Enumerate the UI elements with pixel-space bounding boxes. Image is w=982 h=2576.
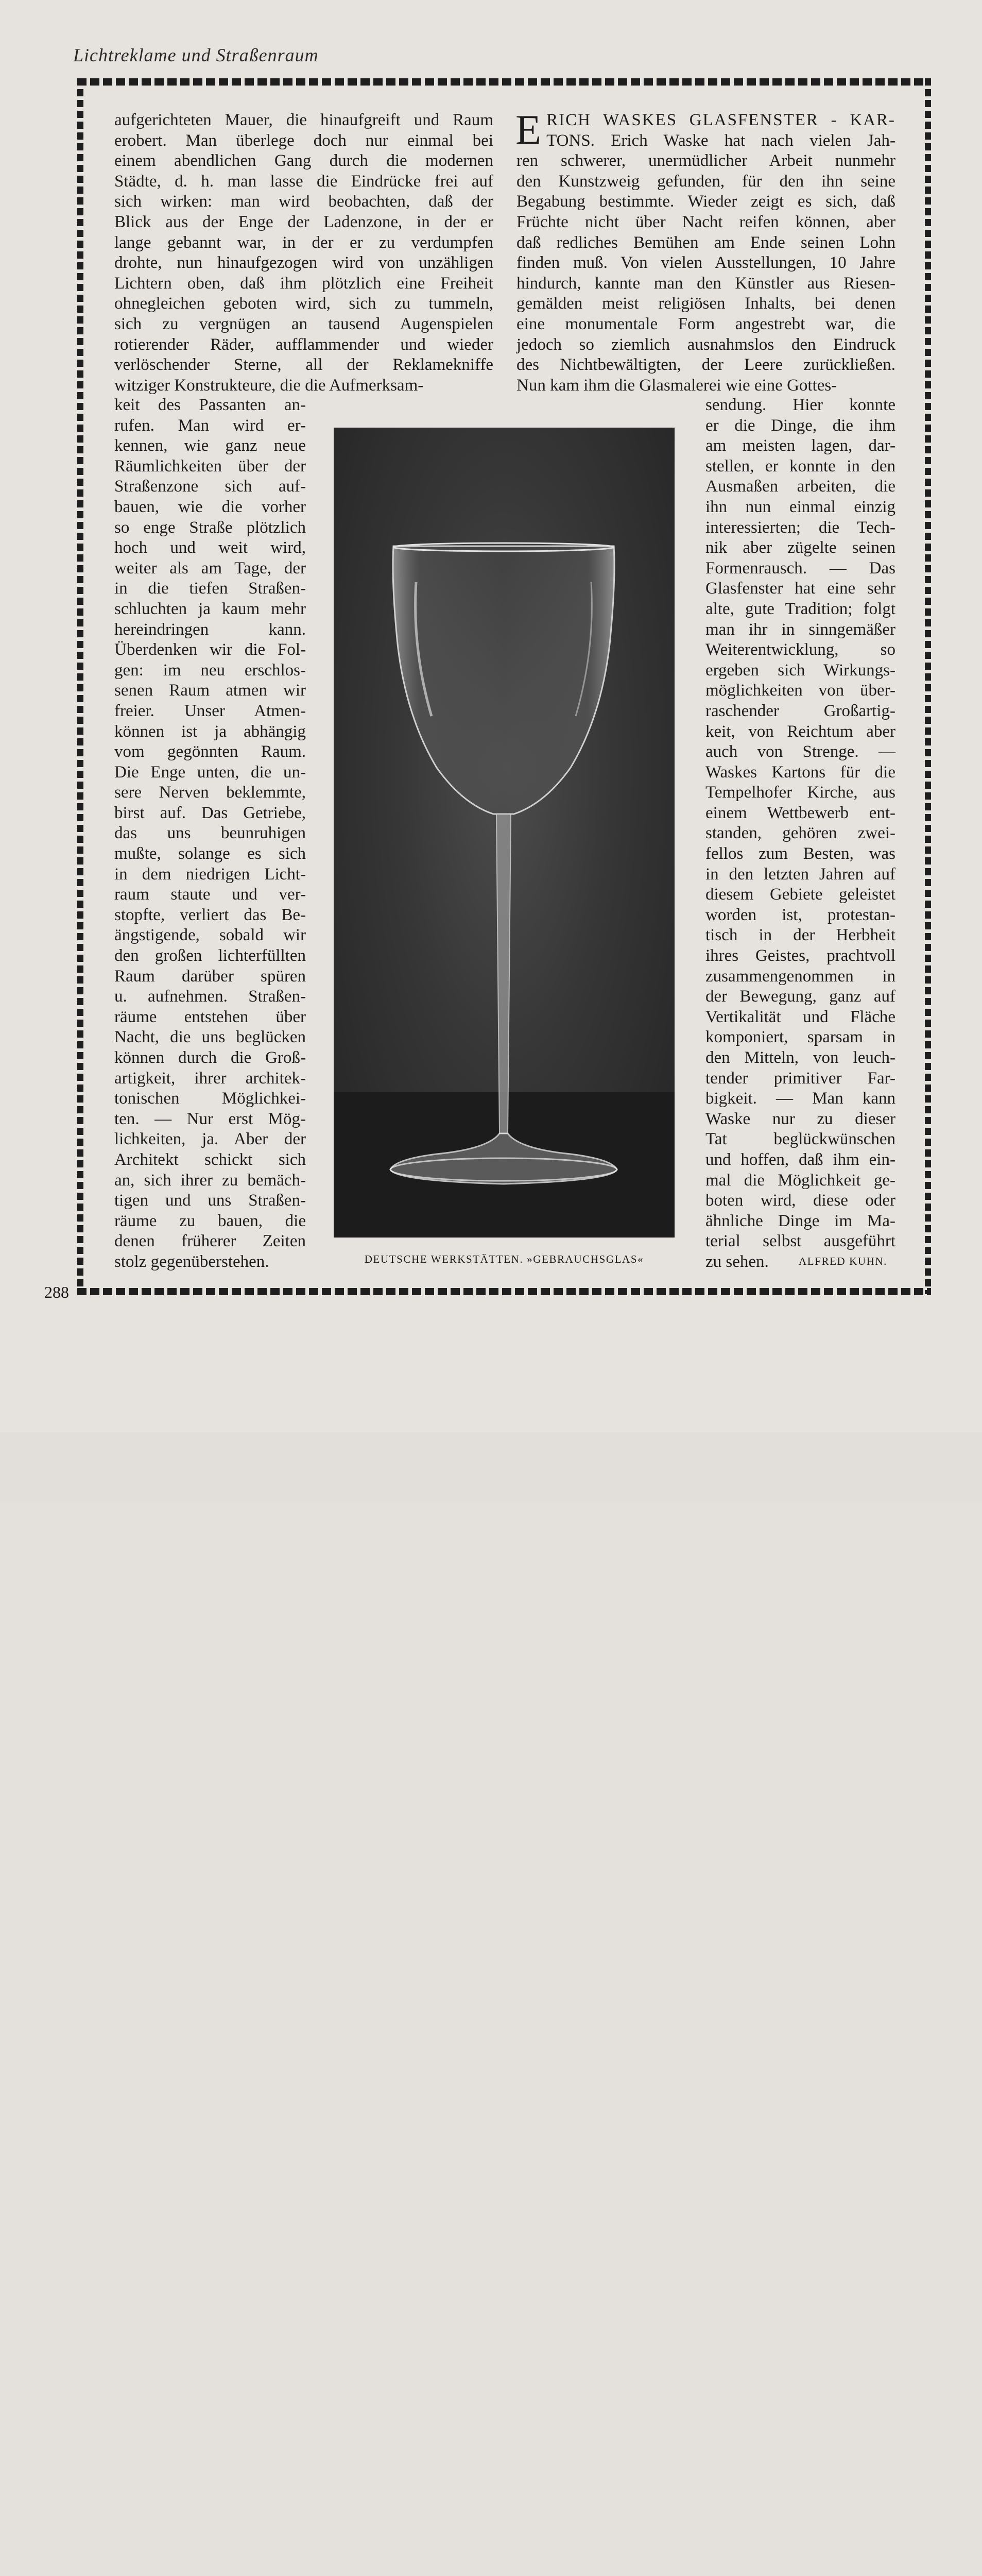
text-line: stolz gegenüberstehen. <box>114 1252 269 1271</box>
border-left <box>77 78 83 1294</box>
text-line: worden ist, protestan- <box>705 905 895 924</box>
text-line: ren schwerer, unermüdlicher Arbeit nunmehr <box>516 151 895 171</box>
text-line: Lichtern oben, daß ihm plötzlich eine Freiheit <box>114 274 493 293</box>
text-line: einem abendlichen Gang durch die modernen <box>114 151 493 171</box>
text-line: tigen und uns Straßen- <box>114 1191 306 1210</box>
text-line: Waske nur zu dieser <box>705 1109 895 1128</box>
text-line: ohnegleichen geboten wird, sich zu tummeln, <box>114 294 493 313</box>
border-bottom <box>77 1288 931 1295</box>
text-line: sich wirken: man wird beobachten, daß der <box>114 192 493 211</box>
text-line: das uns beunruhigen <box>114 824 306 843</box>
text-line: senen Raum atmen wir <box>114 681 306 700</box>
text-line: freier. Unser Atmen- <box>114 701 306 720</box>
text-line: hoch und weit wird, <box>114 538 306 557</box>
text-line: und hoffen, daß ihm ein- <box>705 1150 895 1169</box>
text-line: aufgerichteten Mauer, die hinaufgreift und Raum <box>114 111 493 129</box>
right-column-top <box>515 106 895 396</box>
text-line: der Bewegung, ganz auf <box>705 987 895 1006</box>
text-line: jedoch so ziemlich ausnahmslos den Eindruck <box>516 335 895 354</box>
text-line: tonischen Möglichkei- <box>114 1089 306 1108</box>
text-line: lichkeiten, ja. Aber der <box>114 1130 306 1149</box>
text-line: Glasfenster hat eine sehr <box>705 579 895 598</box>
author-signature: ALFRED KUHN. <box>799 1255 888 1267</box>
text-line: Architekt schickt sich <box>114 1150 306 1169</box>
text-line: des Nichtbewältigten, der Leere zurückließen. <box>516 355 895 375</box>
right-column-narrow <box>705 395 895 1273</box>
running-head: Lichtreklame und Straßenraum <box>73 45 319 65</box>
text-line: Raum darüber spüren <box>114 967 306 986</box>
glass-photograph <box>334 428 675 1238</box>
text-line: finden muß. Von vielen Ausstellungen, 10 Jahre <box>516 253 895 273</box>
left-column-top <box>114 110 493 396</box>
article-heading: RICH WASKES GLASFENSTER - KAR- <box>546 111 895 129</box>
text-line: komponiert, sparsam in <box>705 1028 895 1047</box>
text-line: auch von Strenge. — <box>705 742 895 761</box>
border-right <box>925 78 931 1294</box>
photo-caption: DEUTSCHE WERKSTÄTTEN. »GEBRAUCHSGLAS« <box>364 1253 644 1265</box>
text-line: hereindringen kann. <box>114 620 306 639</box>
left-column-narrow <box>114 395 306 1273</box>
border-top <box>77 78 931 86</box>
text-line: schluchten ja kaum mehr <box>114 599 306 618</box>
text-line: u. aufnehmen. Straßen- <box>114 987 306 1006</box>
text-line: ten. — Nur erst Mög- <box>114 1109 306 1128</box>
text-line: Nun kam ihm die Glasmalerei wie eine Gottes- <box>516 376 837 395</box>
text-line: drohte, nun hinaufgezogen wird von unzähligen <box>114 253 493 273</box>
text-line: räume zu bauen, die <box>114 1211 306 1230</box>
text-line: Vertikalität und Fläche <box>705 1007 895 1026</box>
text-line: vom gegönnten Raum. <box>114 742 306 761</box>
text-line: tisch in der Herbheit <box>705 926 895 945</box>
text-line: den großen lichterfüllten <box>114 946 306 965</box>
text-line: raum staute und ver- <box>114 885 306 904</box>
text-line: rotierender Räder, aufflammender und wieder <box>114 335 493 354</box>
text-line: so enge Straße plötzlich <box>114 518 306 537</box>
text-line: gen: im neu erschlos- <box>114 660 306 680</box>
text-line: mußte, solange es sich <box>114 844 306 863</box>
text-line: ängstigende, sobald wir <box>114 926 306 945</box>
text-line: Räumlichkeiten über der <box>114 456 306 476</box>
text-line: den Mitteln, von leuch- <box>705 1048 895 1067</box>
text-line: raschender Großartig- <box>705 701 895 720</box>
text-line: ergeben sich Wirkungs- <box>705 660 895 680</box>
text-line: keit, von Reichtum aber <box>705 722 895 741</box>
text-line: Ausmaßen arbeiten, die <box>705 477 895 496</box>
text-line: interessierten; die Tech- <box>705 518 895 537</box>
text-line: stellen, er konnte in den <box>705 456 895 476</box>
text-line: Nacht, die uns beglücken <box>114 1028 306 1047</box>
text-line: TONS. Erich Waske hat nach vielen Jah- <box>546 131 895 150</box>
text-line: zusammengenommen in <box>705 967 895 986</box>
text-line: ihres Geistes, prachtvoll <box>705 946 895 965</box>
text-line: boten wird, diese oder <box>705 1191 895 1210</box>
text-line: lange gebannt war, in der er zu verdumpfen <box>114 233 493 252</box>
text-line: tender primitiver Far- <box>705 1069 895 1088</box>
text-line: kennen, wie ganz neue <box>114 436 306 455</box>
text-line: Früchte nicht über Nacht reifen können, aber <box>516 212 895 231</box>
digitization-footer <box>0 1432 982 1502</box>
text-line: hindurch, kannte man den Künstler aus Riesen- <box>516 274 895 293</box>
page-number: 288 <box>44 1283 69 1301</box>
text-line: weiter als am Tage, der <box>114 558 306 578</box>
text-line: Weiterentwicklung, so <box>705 640 895 659</box>
text-line: er die Dinge, die ihm <box>705 416 895 435</box>
text-line: alte, gute Tradition; folgt <box>705 599 895 618</box>
text-line: Straßenzone sich auf- <box>114 477 306 496</box>
text-line: an, sich ihrer zu bemäch- <box>114 1171 306 1190</box>
text-line: terial selbst ausgeführt <box>705 1232 895 1251</box>
text-line: standen, gehören zwei- <box>705 824 895 843</box>
text-line: sendung. Hier konnte <box>705 396 895 414</box>
wine-glass-illustration <box>334 428 675 1238</box>
text-line: diesem Gebiete geleistet <box>705 885 895 904</box>
text-line: gemälden meist religiösen Inhalts, bei denen <box>516 294 895 313</box>
text-line: eine monumentale Form angestrebt war, die <box>516 314 895 333</box>
right-column-top-body <box>516 131 895 396</box>
text-line: erobert. Man überlege doch nur einmal bei <box>114 131 493 150</box>
text-line: daß redliches Bemühen am Ende seinen Lohn <box>516 233 895 252</box>
text-line: am meisten lagen, dar- <box>705 436 895 455</box>
text-line: ähnliche Dinge im Ma- <box>705 1211 895 1230</box>
text-line: keit des Passanten an- <box>114 396 306 414</box>
drop-cap: E <box>515 106 542 153</box>
text-line: ihn nun einmal einzig <box>705 497 895 516</box>
text-line: witziger Konstrukteure, die die Aufmerksam- <box>114 376 424 395</box>
text-line: können ist ja abhängig <box>114 722 306 741</box>
text-line: artigkeit, ihrer architek- <box>114 1069 306 1088</box>
text-line: Städte, d. h. man lasse die Eindrücke frei auf <box>114 172 493 191</box>
text-line: denen früherer Zeiten <box>114 1232 306 1251</box>
text-line: Die Enge unten, die un- <box>114 762 306 782</box>
text-line: rufen. Man wird er- <box>114 416 306 435</box>
text-line: nik aber zügelte seinen <box>705 538 895 557</box>
text-line: den Kunstzweig gefunden, für den ihn seine <box>516 172 895 191</box>
text-line: bigkeit. — Man kann <box>705 1089 895 1108</box>
text-line: in die tiefen Straßen- <box>114 579 306 598</box>
text-line: Tempelhofer Kirche, aus <box>705 783 895 802</box>
text-line: mal die Möglichkeit ge- <box>705 1171 895 1190</box>
text-line: Begabung bestimmte. Wieder zeigt es sich, daß <box>516 192 895 211</box>
text-line: in den letzten Jahren auf <box>705 865 895 884</box>
text-line: Tat beglückwünschen <box>705 1130 895 1149</box>
text-line: birst auf. Das Getriebe, <box>114 803 306 822</box>
text-line: stopfte, verliert das Be- <box>114 905 306 924</box>
text-line: Blick aus der Enge der Ladenzone, in der er <box>114 212 493 231</box>
text-line: zu sehen. <box>705 1252 769 1271</box>
text-line: bauen, wie die vorher <box>114 497 306 516</box>
text-line: in dem niedrigen Licht- <box>114 865 306 884</box>
text-line: fellos zum Besten, was <box>705 844 895 863</box>
text-line: Formenrausch. — Das <box>705 558 895 578</box>
text-line: können durch die Groß- <box>114 1048 306 1067</box>
text-line: verlöschender Sterne, all der Reklamekniffe <box>114 355 493 375</box>
text-line: sich zu vergnügen an tausend Augenspielen <box>114 314 493 333</box>
text-line: möglichkeiten von über- <box>705 681 895 700</box>
text-line: Überdenken wir die Fol- <box>114 640 306 659</box>
text-line: Waskes Kartons für die <box>705 762 895 782</box>
text-line: räume entstehen über <box>114 1007 306 1026</box>
text-line: einem Wettbewerb ent- <box>705 803 895 822</box>
text-line: sere Nerven beklemmte, <box>114 783 306 802</box>
text-line: man ihr in sinngemäßer <box>705 620 895 639</box>
